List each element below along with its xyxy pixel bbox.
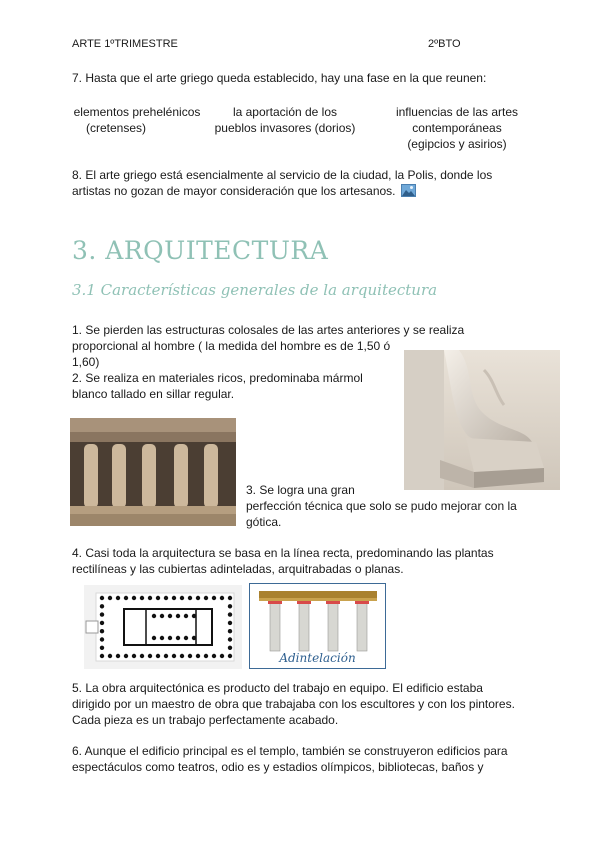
plan-column-dot (100, 612, 104, 616)
item4-line2: rectilíneas y las cubiertas adinteladas, arquitrabadas o planas. (72, 562, 404, 576)
q8-line2: artistas no gozan de mayor consideración que los artesanos. (72, 184, 396, 198)
plan-column-dot (180, 654, 184, 658)
plan-column-dot (188, 654, 192, 658)
q7-col3-line: influencias de las artes (395, 105, 519, 119)
plan-column-dot (108, 654, 112, 658)
item6-line1: 6. Aunque el edificio principal es el templo, también se construyeron edificios para (72, 744, 508, 758)
item1-line3: 1,60) (72, 355, 100, 369)
plan-column-dot (132, 654, 136, 658)
item5-line2: dirigido por un maestro de obra que trabajaba con los escultores y con los pintores. (72, 697, 515, 711)
plan-column-dot (116, 654, 120, 658)
plan-column-dot (180, 596, 184, 600)
plan-column-dot (164, 596, 168, 600)
q8-line1: 8. El arte griego está esencialmente al servicio de la ciudad, la Polis, donde los (72, 168, 493, 182)
plan-column-dot (176, 636, 180, 640)
plan-column-dot (196, 654, 200, 658)
lintel-diagram (249, 583, 386, 669)
statue-photo (404, 350, 560, 490)
plan-column-dot (100, 604, 104, 608)
q8-line2-wrap (72, 183, 416, 199)
q7-intro: 7. Hasta que el arte griego queda establecido, hay una fase en la que reunen: (72, 71, 487, 85)
plan-column-dot (228, 654, 232, 658)
q7-col1-line: (cretenses) (86, 121, 147, 135)
item3-line3: gótica. (246, 515, 282, 529)
plan-column-dot (196, 596, 200, 600)
item6-line2: espectáculos como teatros, odio es y estadios olímpicos, bibliotecas, baños y (72, 760, 484, 774)
plan-column-dot (140, 654, 144, 658)
section-title: 3. ARQUITECTURA (72, 236, 329, 265)
caryatids-photo (70, 418, 236, 526)
q7-col3-line: (egipcios y asirios) (407, 137, 507, 151)
plan-column-dot (152, 636, 156, 640)
plan-column-dot (100, 646, 104, 650)
item2-line1: 2. Se realiza en materiales ricos, predominaba mármol (72, 371, 363, 385)
item5-line1: 5. La obra arquitectónica es producto del trabajo en equipo. El edificio estaba (72, 681, 483, 695)
plan-column-dot (148, 596, 152, 600)
plan-column-dot (148, 654, 152, 658)
plan-column-dot (100, 654, 104, 658)
plan-column-dot (140, 596, 144, 600)
plan-column-dot (204, 596, 208, 600)
plan-column-dot (192, 614, 196, 618)
image-icon (401, 184, 416, 197)
plan-column-dot (228, 646, 232, 650)
plan-column-dot (124, 654, 128, 658)
lintel-caption: Adintelación (279, 651, 356, 665)
plan-column-dot (160, 614, 164, 618)
plan-column-dot (228, 621, 232, 625)
header-left: ARTE 1ºTRIMESTRE (72, 38, 178, 50)
q7-col3 (388, 104, 526, 152)
plan-column-dot (100, 629, 104, 633)
plan-column-dot (228, 629, 232, 633)
plan-column-dot (228, 612, 232, 616)
q7-col3-line: contemporáneas (412, 121, 502, 135)
plan-column-dot (152, 614, 156, 618)
plan-column-dot (132, 596, 136, 600)
plan-column-dot (220, 596, 224, 600)
plan-column-dot (100, 637, 104, 641)
plan-column-dot (212, 654, 216, 658)
plan-column-dot (220, 654, 224, 658)
plan-column-dot (100, 596, 104, 600)
plan-column-dot (184, 614, 188, 618)
item5-line3: Cada pieza es un trabajo perfectamente acabado. (72, 713, 339, 727)
plan-column-dot (192, 636, 196, 640)
plan-column-dot (160, 636, 164, 640)
section-subtitle: 3.1 Características generales de la arquitectura (72, 281, 438, 299)
plan-column-dot (184, 636, 188, 640)
plan-column-dot (176, 614, 180, 618)
plan-column-dot (100, 621, 104, 625)
plan-column-dot (156, 654, 160, 658)
plan-column-dot (204, 654, 208, 658)
item3-line2: perfección técnica que solo se pudo mejorar con la (246, 499, 517, 513)
plan-column-dot (228, 604, 232, 608)
item4-line1: 4. Casi toda la arquitectura se basa en la línea recta, predominando las plantas (72, 546, 494, 560)
q7-col1-line: elementos prehelénicos (73, 105, 201, 119)
q7-col1 (72, 104, 202, 136)
plan-column-dot (228, 596, 232, 600)
plan-column-dot (124, 596, 128, 600)
plan-column-dot (228, 637, 232, 641)
plan-column-dot (172, 596, 176, 600)
plan-column-dot (156, 596, 160, 600)
temple-plan-diagram (84, 585, 242, 669)
plan-column-dot (168, 636, 172, 640)
item3-line1: 3. Se logra una gran (246, 483, 355, 497)
q7-col2-line: la aportación de los (232, 105, 338, 119)
item1-line2: proporcional al hombre ( la medida del hombre es de 1,50 ó (72, 339, 391, 353)
plan-column-dot (188, 596, 192, 600)
plan-column-dot (212, 596, 216, 600)
plan-column-dot (108, 596, 112, 600)
header-right: 2ºBTO (428, 38, 461, 50)
item2-line2: blanco tallado en sillar regular. (72, 387, 235, 401)
plan-column-dot (172, 654, 176, 658)
plan-column-dot (168, 614, 172, 618)
item1-line1: 1. Se pierden las estructuras colosales de las artes anteriores y se realiza (72, 323, 465, 337)
q7-col2-line: pueblos invasores (dorios) (214, 121, 356, 135)
plan-column-dot (164, 654, 168, 658)
plan-column-dot (116, 596, 120, 600)
q7-col2 (210, 104, 360, 136)
